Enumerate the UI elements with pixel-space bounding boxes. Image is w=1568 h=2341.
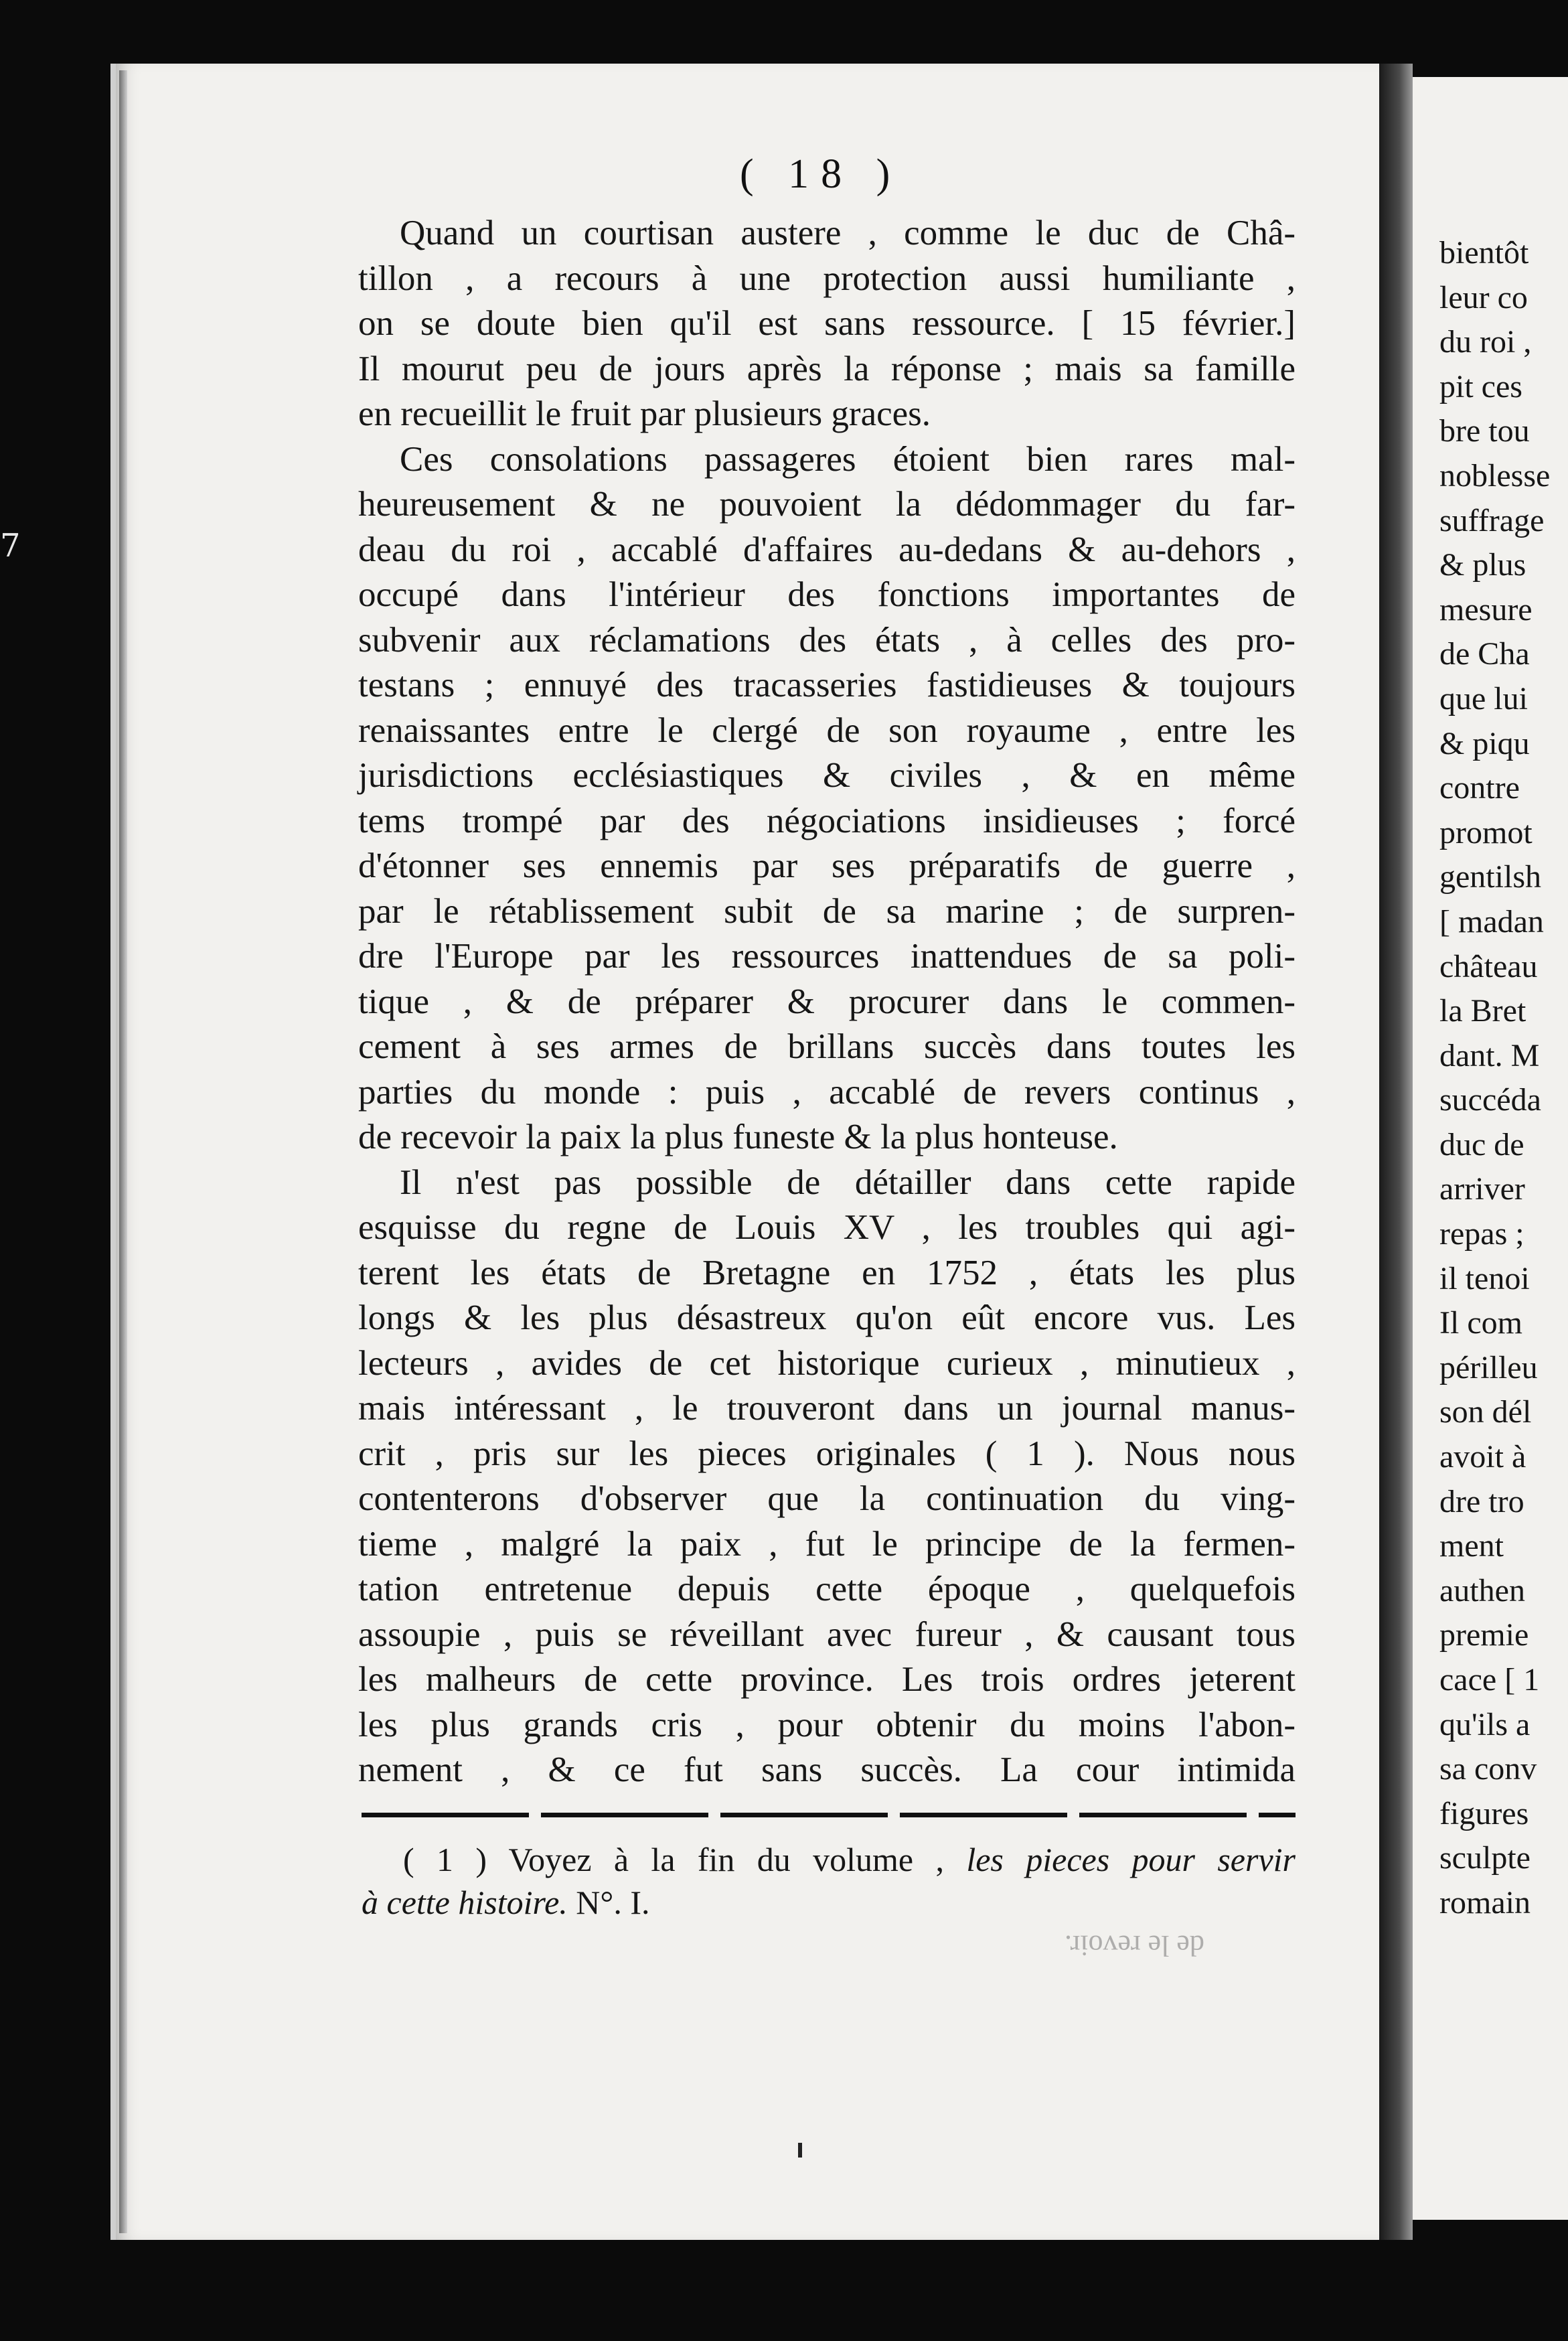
text-line: nement , & ce fut sans succès. La cour intimida <box>358 1750 1296 1789</box>
text-line: Quand un courtisan austere , comme le duc de Châ- <box>400 214 1296 252</box>
facing-text-line: de Cha <box>1439 636 1530 672</box>
text-line: parties du monde : puis , accablé de revers continus , <box>358 1072 1296 1112</box>
facing-text-line: sculpte <box>1439 1840 1531 1876</box>
text-line: d'étonner ses ennemis par ses préparatifs de guerre , <box>358 846 1296 885</box>
page-number: ( 18 ) <box>740 151 903 197</box>
text-line: esquisse du regne de Louis XV , les troubles qui agi- <box>358 1208 1296 1247</box>
text-line: les plus grands cris , pour obtenir du moins l'abon- <box>358 1705 1296 1744</box>
ink-mark <box>798 2143 802 2158</box>
footnote-italic: les pieces pour servir <box>966 1841 1296 1878</box>
facing-text-line: il tenoi <box>1439 1260 1530 1296</box>
footnote <box>362 1838 1296 1924</box>
text-line: jurisdictions ecclésiastiques & civiles , & en même <box>358 756 1296 795</box>
footnote-line <box>362 1881 1296 1924</box>
facing-text-line: & piqu <box>1439 725 1530 761</box>
facing-text-line: mesure <box>1439 591 1533 627</box>
facing-text-line: [ madan <box>1439 903 1544 939</box>
footnote-line <box>362 1838 1296 1881</box>
facing-text-line: arriver <box>1439 1171 1525 1207</box>
text-line: on se doute bien qu'il est sans ressource. [ 15 février.] <box>358 304 1296 343</box>
page-binding-edge <box>119 70 127 2233</box>
text-line: par le rétablissement subit de sa marine ; de surpren- <box>358 891 1296 931</box>
facing-text-line: leur co <box>1439 279 1528 315</box>
text-line: les malheurs de cette province. Les trois ordres jeterent <box>358 1660 1296 1699</box>
facing-text-line: duc de <box>1439 1126 1524 1162</box>
facing-text-line: périlleu <box>1439 1349 1538 1385</box>
bleed-through-text: de le revoir. <box>1065 1929 1204 1962</box>
facing-text-line: romain <box>1439 1884 1531 1920</box>
footnote-rule <box>362 1813 1296 1817</box>
facing-text-line: authen <box>1439 1572 1525 1608</box>
text-line: contenterons d'observer que la continuation du ving- <box>358 1479 1296 1518</box>
facing-text-line: contre <box>1439 770 1520 806</box>
text-line: en recueillit le fruit par plusieurs graces. <box>358 394 931 433</box>
text-line: occupé dans l'intérieur des fonctions importantes de <box>358 575 1296 614</box>
facing-page-text <box>1439 231 1568 1926</box>
facing-text-line: dant. M <box>1439 1037 1540 1073</box>
text-line: Il mourut peu de jours après la réponse ; mais sa famille <box>358 349 1296 388</box>
text-line: dre l'Europe par les ressources inattendues de sa poli- <box>358 937 1296 976</box>
facing-text-line: figures <box>1439 1795 1529 1831</box>
text-line: heureusement & ne pouvoient la dédommager du far- <box>358 485 1296 524</box>
facing-text-line: premie <box>1439 1617 1529 1653</box>
text-line: crit , pris sur les pieces originales ( 1 ). Nous nous <box>358 1434 1296 1473</box>
footnote-text: N°. I. <box>567 1884 650 1921</box>
facing-text-line: gentilsh <box>1439 859 1541 895</box>
text-line: terent les états de Bretagne en 1752 , états les plus <box>358 1253 1296 1292</box>
text-line: Il n'est pas possible de détailler dans cette rapide <box>400 1162 1296 1202</box>
facing-text-line: cace [ 1 <box>1439 1662 1540 1697</box>
facing-text-line: du roi , <box>1439 324 1532 360</box>
facing-text-line: son dél <box>1439 1394 1532 1430</box>
text-line: renaissantes entre le clergé de son royaume , entre les <box>358 710 1296 750</box>
text-line: assoupie , puis se réveillant avec fureur , & causant tous <box>358 1614 1296 1654</box>
facing-text-line: bre tou <box>1439 413 1530 449</box>
body-text <box>358 211 1296 1793</box>
text-line: tillon , a recours à une protection aussi humiliante , <box>358 258 1296 298</box>
text-line: subvenir aux réclamations des états , à celles des pro- <box>358 620 1296 660</box>
text-line: tems trompé par des négociations insidieuses ; forcé <box>358 801 1296 840</box>
facing-text-line: dre tro <box>1439 1483 1524 1519</box>
text-line: testans ; ennuyé des tracasseries fastidieuses & toujours <box>358 666 1296 704</box>
facing-text-line: château <box>1439 948 1538 984</box>
facing-text-line: promot <box>1439 814 1533 850</box>
text-line: de recevoir la paix la plus funeste & la plus honteuse. <box>358 1118 1118 1156</box>
text-line: tique , & de préparer & procurer dans le commen- <box>358 982 1296 1021</box>
text-line: deau du roi , accablé d'affaires au-dedans & au-dehors , <box>358 530 1296 569</box>
margin-mark: 7 <box>0 527 21 564</box>
text-line: cement à ses armes de brillans succès dans toutes les <box>358 1027 1296 1066</box>
facing-text-line: la Bret <box>1439 993 1526 1029</box>
text-line: lecteurs , avides de cet historique curieux , minutieux , <box>358 1343 1296 1383</box>
facing-text-line: que lui <box>1439 680 1528 716</box>
text-line: Ces consolations passageres étoient bien rares mal- <box>400 439 1296 479</box>
text-line: longs & les plus désastreux qu'on eût encore vus. Les <box>358 1298 1296 1337</box>
facing-text-line: suffrage <box>1439 502 1545 538</box>
text-line: tieme , malgré la paix , fut le principe de la fermen- <box>358 1524 1296 1564</box>
facing-text-line: qu'ils a <box>1439 1706 1531 1742</box>
footnote-text: ( 1 ) Voyez à la fin du volume , <box>403 1841 967 1878</box>
facing-text-line: sa conv <box>1439 1751 1537 1787</box>
facing-text-line: bientôt <box>1439 235 1529 271</box>
facing-text-line: repas ; <box>1439 1216 1524 1252</box>
facing-text-line: ment <box>1439 1528 1504 1564</box>
facing-text-line: pit ces <box>1439 368 1522 404</box>
facing-text-line: & plus <box>1439 547 1526 583</box>
facing-text-line: Il com <box>1439 1305 1522 1341</box>
book-gutter <box>1379 64 1413 2240</box>
facing-text-line: avoit à <box>1439 1439 1526 1475</box>
text-line: mais intéressant , le trouveront dans un journal manus- <box>358 1389 1296 1428</box>
footnote-italic: à cette histoire. <box>362 1884 568 1921</box>
text-line: tation entretenue depuis cette époque , quelquefois <box>358 1570 1296 1608</box>
facing-text-line: succéda <box>1439 1082 1541 1118</box>
facing-text-line: noblesse <box>1439 457 1551 494</box>
